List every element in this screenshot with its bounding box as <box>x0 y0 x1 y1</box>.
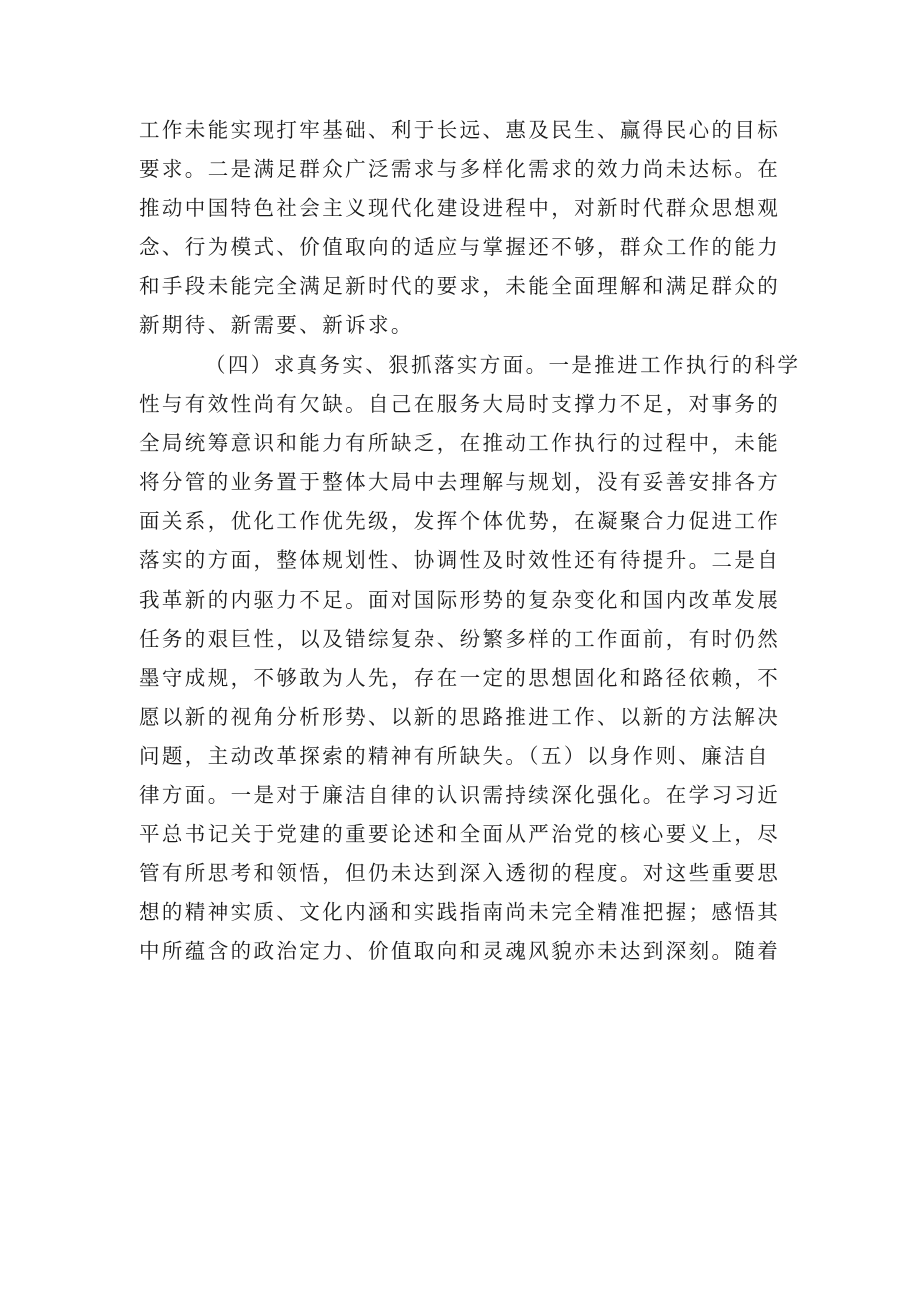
text-line: 推动中国特色社会主义现代化建设进程中，对新时代群众思想观 <box>139 196 781 221</box>
text-line: 和手段未能完全满足新时代的要求，未能全面理解和满足群众的 <box>139 274 781 299</box>
text-line: 面关系，优化工作优先级，发挥个体优势，在凝聚合力促进工作 <box>139 509 781 534</box>
paragraph-section-four <box>139 346 801 972</box>
text-line: 性与有效性尚有欠缺。自己在服务大局时支撑力不足，对事务的 <box>139 392 781 417</box>
text-line: 管有所思考和领悟，但仍未达到深入透彻的程度。对这些重要思 <box>139 861 781 886</box>
text-line: （四）求真务实、狠抓落实方面。一是推进工作执行的科学 <box>205 353 801 377</box>
text-line: 任务的艰巨性，以及错综复杂、纷繁多样的工作面前，有时仍然 <box>139 626 781 651</box>
text-line: 想的精神实质、文化内涵和实践指南尚未完全精准把握；感悟其 <box>139 900 781 925</box>
text-line: 工作未能实现打牢基础、利于长远、惠及民生、赢得民心的目标 <box>139 118 781 142</box>
text-line: 我革新的内驱力不足。面对国际形势的复杂变化和国内改革发展 <box>139 587 781 612</box>
text-line: 律方面。一是对于廉洁自律的认识需持续深化强化。在学习习近 <box>139 783 781 808</box>
text-line: 墨守成规，不够敢为人先，存在一定的思想固化和路径依赖，不 <box>139 665 781 690</box>
text-line: 落实的方面，整体规划性、协调性及时效性还有待提升。二是自 <box>139 548 781 573</box>
text-line: 全局统筹意识和能力有所缺乏，在推动工作执行的过程中，未能 <box>139 431 781 456</box>
text-line: 中所蕴含的政治定力、价值取向和灵魂风貌亦未达到深刻。随着 <box>139 939 781 964</box>
text-line: 将分管的业务置于整体大局中去理解与规划，没有妥善安排各方 <box>139 470 781 495</box>
text-line: 平总书记关于党建的重要论述和全面从严治党的核心要义上，尽 <box>139 822 781 847</box>
text-line: 念、行为模式、价值取向的适应与掌握还不够，群众工作的能力 <box>139 235 781 260</box>
paragraph-continuation <box>139 111 789 346</box>
text-line: 要求。二是满足群众广泛需求与多样化需求的效力尚未达标。在 <box>139 157 781 182</box>
text-line: 问题，主动改革探索的精神有所缺失。（五）以身作则、廉洁自 <box>139 743 770 768</box>
text-line: 新期待、新需要、新诉求。 <box>139 313 414 338</box>
text-line: 愿以新的视角分析形势、以新的思路推进工作、以新的方法解决 <box>139 704 781 729</box>
